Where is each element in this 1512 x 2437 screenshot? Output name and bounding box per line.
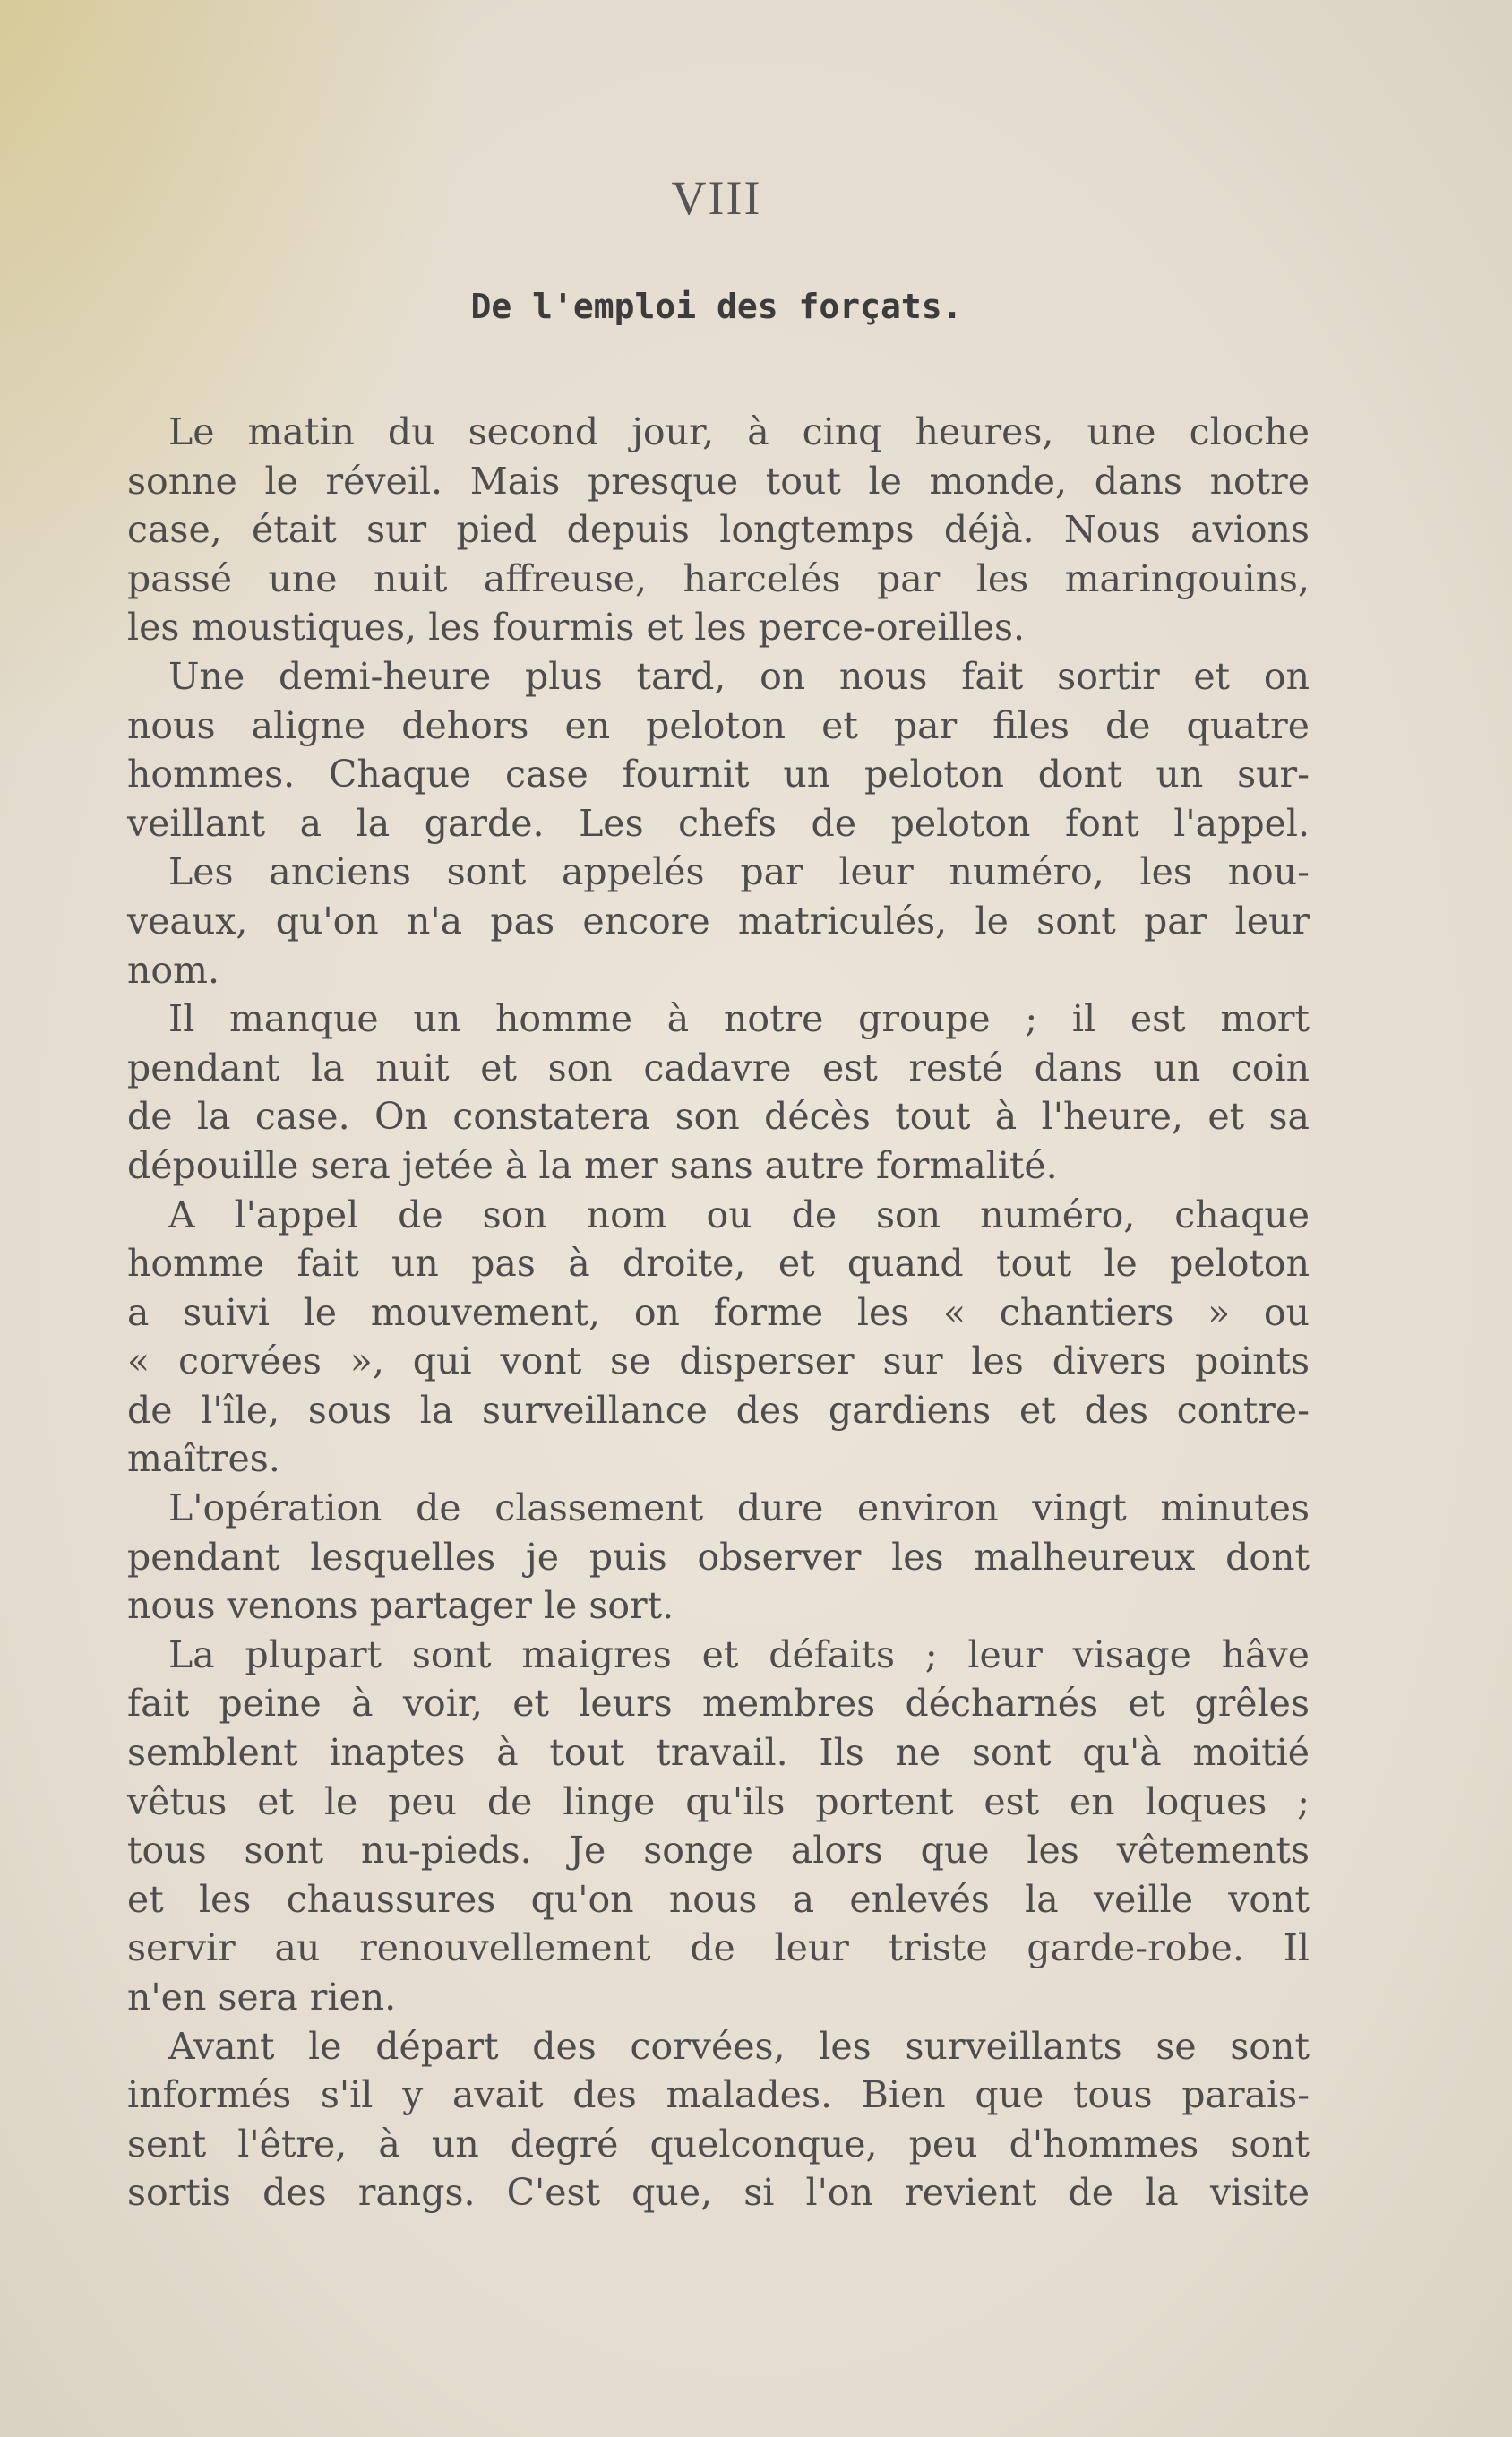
text-line: pendant la nuit et son cadavre est resté dans un coin bbox=[127, 1046, 1310, 1089]
text-line: passé une nuit affreuse, harcelés par les maringouins, bbox=[127, 556, 1310, 600]
text-line: Le matin du second jour, à cinq heures, une cloche bbox=[168, 410, 1310, 453]
text-line: fait peine à voir, et leurs membres décharnés et grêles bbox=[127, 1682, 1310, 1726]
text-line: A l'appel de son nom ou de son numéro, chaque bbox=[168, 1193, 1310, 1236]
text-line: de la case. On constatera son décès tout à l'heure, et sa bbox=[127, 1095, 1310, 1139]
text-line: « corvées », qui vont se disperser sur les divers points bbox=[127, 1339, 1310, 1383]
text-line: dépouille sera jetée à la mer sans autre formalité. bbox=[127, 1143, 1058, 1187]
text-line: vêtus et le peu de linge qu'ils portent est en loques ; bbox=[127, 1779, 1310, 1823]
body-text bbox=[127, 408, 1310, 2217]
text-line: Avant le départ des corvées, les surveillants se sont bbox=[168, 2024, 1310, 2068]
text-line: a suivi le mouvement, on forme les « chantiers » ou bbox=[127, 1290, 1310, 1334]
text-line: maîtres. bbox=[127, 1437, 280, 1481]
text-line: sonne le réveil. Mais presque tout le monde, dans notre bbox=[127, 459, 1310, 503]
text-line: nous venons partager le sort. bbox=[127, 1584, 674, 1628]
text-line: pendant lesquelles je puis observer les malheureux dont bbox=[127, 1535, 1310, 1579]
text-line: Il manque un homme à notre groupe ; il est mort bbox=[168, 997, 1310, 1041]
text-line: sent l'être, à un degré quelconque, peu d'hommes sont bbox=[127, 2122, 1310, 2166]
chapter-number: VIII bbox=[671, 171, 762, 225]
text-line: Les anciens sont appelés par leur numéro, les nou- bbox=[168, 850, 1310, 894]
text-line: les moustiques, les fourmis et les perce-oreilles. bbox=[127, 606, 1026, 650]
text-line: La plupart sont maigres et défaits ; leur visage hâve bbox=[168, 1632, 1310, 1676]
text-line: hommes. Chaque case fournit un peloton dont un sur- bbox=[127, 753, 1310, 797]
text-line: tous sont nu-pieds. Je songe alors que les vêtements bbox=[127, 1829, 1310, 1873]
text-line: case, était sur pied depuis longtemps déjà. Nous avions bbox=[127, 508, 1310, 552]
text-line: veaux, qu'on n'a pas encore matriculés, le sont par leur bbox=[127, 899, 1310, 943]
text-line: Une demi-heure plus tard, on nous fait sortir et on bbox=[168, 654, 1310, 698]
text-line: semblent inaptes à tout travail. Ils ne sont qu'à moitié bbox=[127, 1731, 1310, 1775]
text-line: de l'île, sous la surveillance des gardiens et des contre- bbox=[127, 1388, 1310, 1432]
text-line: sortis des rangs. C'est que, si l'on revient de la visite bbox=[127, 2171, 1310, 2215]
text-line: et les chaussures qu'on nous a enlevés la veille vont bbox=[127, 1877, 1310, 1921]
text-line: homme fait un pas à droite, et quand tout le peloton bbox=[127, 1242, 1310, 1286]
text-line: veillant a la garde. Les chefs de peloton font l'appel. bbox=[127, 801, 1310, 845]
chapter-title: De l'emploi des forçats. bbox=[470, 287, 963, 326]
text-line: nom. bbox=[127, 948, 220, 992]
text-line: n'en sera rien. bbox=[127, 1976, 397, 2019]
text-line: servir au renouvellement de leur triste garde-robe. Il bbox=[127, 1926, 1310, 1970]
text-line: nous aligne dehors en peloton et par files de quatre bbox=[127, 703, 1310, 747]
text-line: informés s'il y avait des malades. Bien que tous parais- bbox=[127, 2073, 1310, 2117]
text-line: L'opération de classement dure environ vingt minutes bbox=[168, 1486, 1310, 1530]
